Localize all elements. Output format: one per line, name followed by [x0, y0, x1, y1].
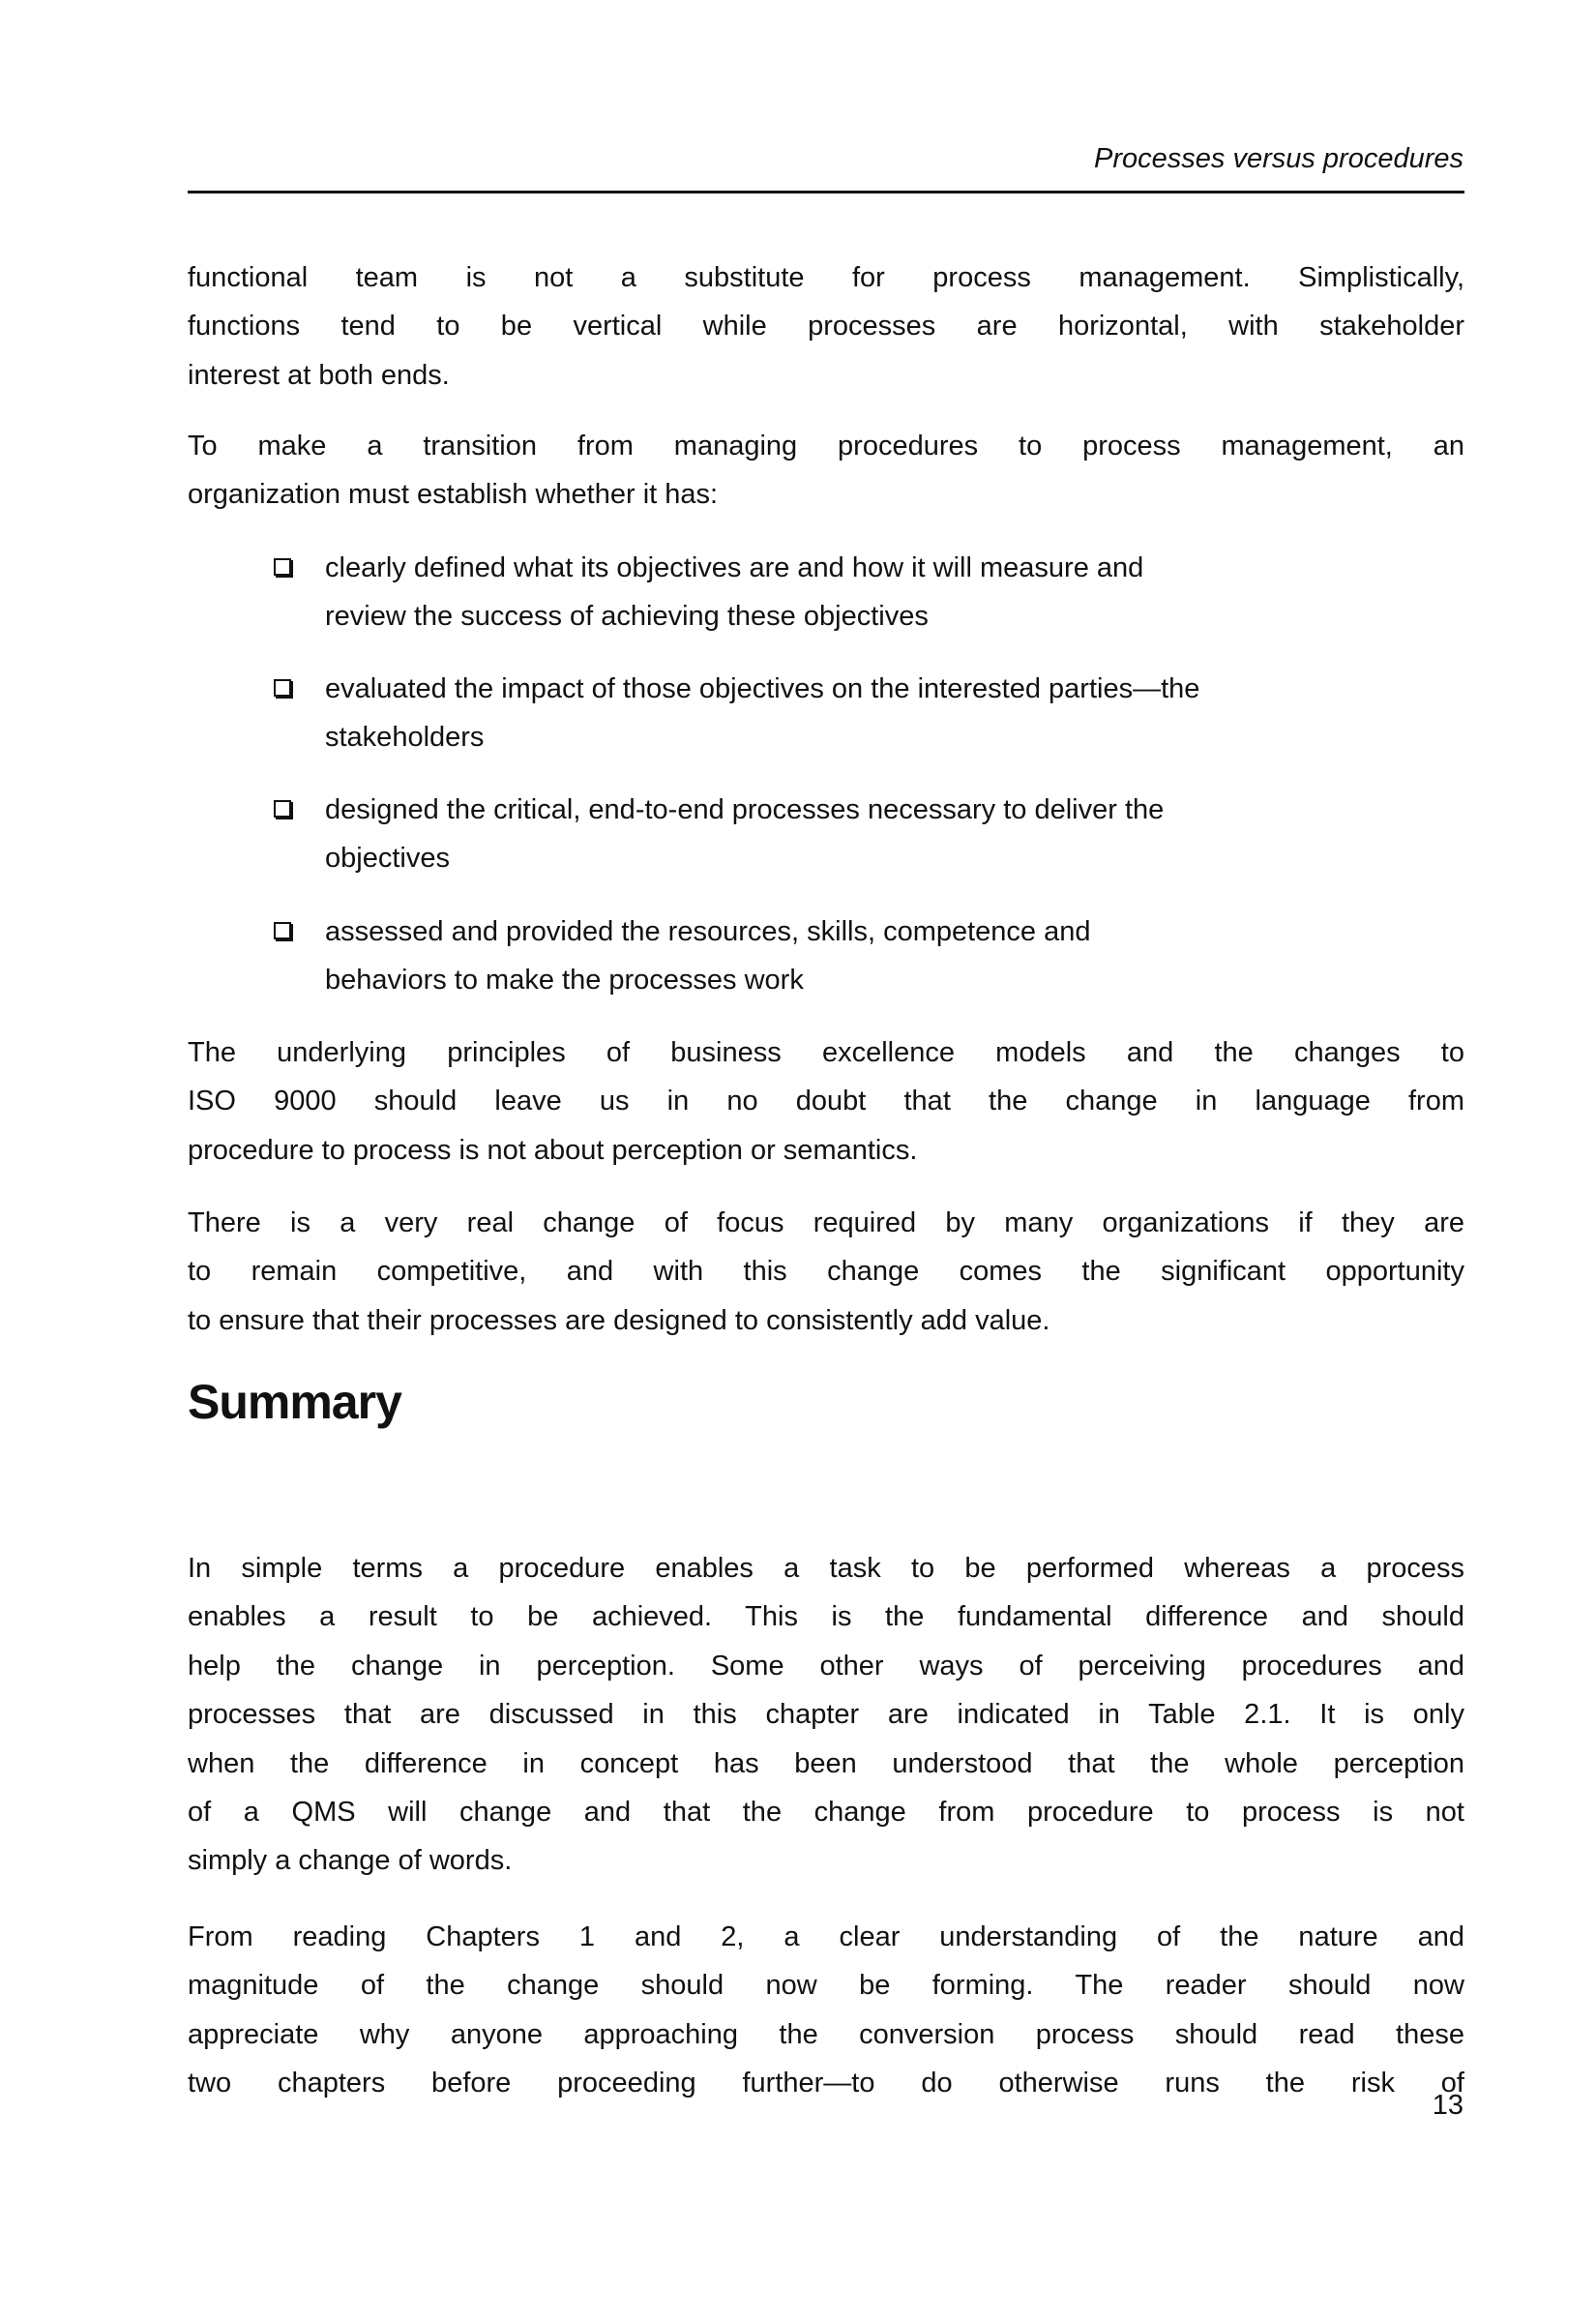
- checkbox-bullet-icon: [274, 922, 291, 939]
- text-line: help the change in perception. Some other ways of perceiving procedures and: [188, 1650, 1464, 1682]
- section-heading: Summary: [188, 1375, 401, 1429]
- text-line: There is a very real change of focus required by many organizations if they are: [188, 1207, 1464, 1238]
- paragraph: [188, 1028, 1464, 1175]
- paragraph: [188, 422, 1464, 520]
- text-line: In simple terms a procedure enables a task to be performed whereas a process: [188, 1553, 1464, 1584]
- text-line: clearly defined what its objectives are and how it will measure and: [325, 552, 1144, 583]
- text-line: enables a result to be achieved. This is the fundamental difference and should: [188, 1601, 1464, 1633]
- paragraph: [188, 1544, 1464, 1886]
- text-line: simply a change of words.: [188, 1845, 513, 1877]
- bullet-item: [274, 786, 1464, 883]
- paragraph: [188, 253, 1464, 400]
- text-line: interest at both ends.: [188, 359, 450, 391]
- text-line: of a QMS will change and that the change from procedure to process is not: [188, 1797, 1464, 1829]
- checkbox-bullet-icon: [274, 558, 291, 576]
- text-line: two chapters before proceeding further—to do otherwise runs the risk of: [188, 2068, 1464, 2099]
- checkbox-bullet-icon: [274, 679, 291, 697]
- text-line: processes that are discussed in this chapter are indicated in Table 2.1. It is only: [188, 1699, 1464, 1731]
- text-line: From reading Chapters 1 and 2, a clear understanding of the nature and: [188, 1921, 1464, 1952]
- checkbox-bullet-icon: [274, 800, 291, 818]
- header-rule: [188, 191, 1464, 194]
- text-line: appreciate why anyone approaching the conversion process should read these: [188, 2018, 1464, 2050]
- bullet-item: [274, 908, 1464, 1005]
- text-line: procedure to process is not about perception or semantics.: [188, 1134, 918, 1166]
- text-line: To make a transition from managing procedures to process management, an: [188, 431, 1464, 461]
- text-line: behaviors to make the processes work: [325, 965, 804, 997]
- bullet-item: [274, 665, 1464, 762]
- text-line: functions tend to be vertical while processes are horizontal, with stakeholder: [188, 311, 1464, 342]
- text-line: when the difference in concept has been understood that the whole perception: [188, 1747, 1464, 1779]
- text-line: stakeholders: [325, 722, 485, 754]
- bullet-item: [274, 544, 1464, 641]
- text-line: functional team is not a substitute for process management. Simplistically,: [188, 262, 1464, 293]
- page-number: 13: [1432, 2090, 1463, 2121]
- text-line: The underlying principles of business excellence models and the changes to: [188, 1037, 1464, 1068]
- running-header: Processes versus procedures: [1094, 143, 1463, 174]
- paragraph: [188, 1913, 1464, 2108]
- text-line: to ensure that their processes are designed to consistently add value.: [188, 1304, 1050, 1336]
- text-line: organization must establish whether it has:: [188, 479, 719, 511]
- paragraph: [188, 1199, 1464, 1345]
- text-line: ISO 9000 should leave us in no doubt that the change in language from: [188, 1086, 1464, 1117]
- text-line: designed the critical, end-to-end processes necessary to deliver the: [325, 794, 1165, 825]
- text-line: evaluated the impact of those objectives on the interested parties—the: [325, 673, 1200, 704]
- text-line: assessed and provided the resources, skills, competence and: [325, 916, 1091, 947]
- text-line: objectives: [325, 843, 450, 875]
- text-line: to remain competitive, and with this change comes the significant opportunity: [188, 1256, 1464, 1288]
- text-line: magnitude of the change should now be forming. The reader should now: [188, 1970, 1464, 2002]
- text-line: review the success of achieving these objectives: [325, 601, 929, 633]
